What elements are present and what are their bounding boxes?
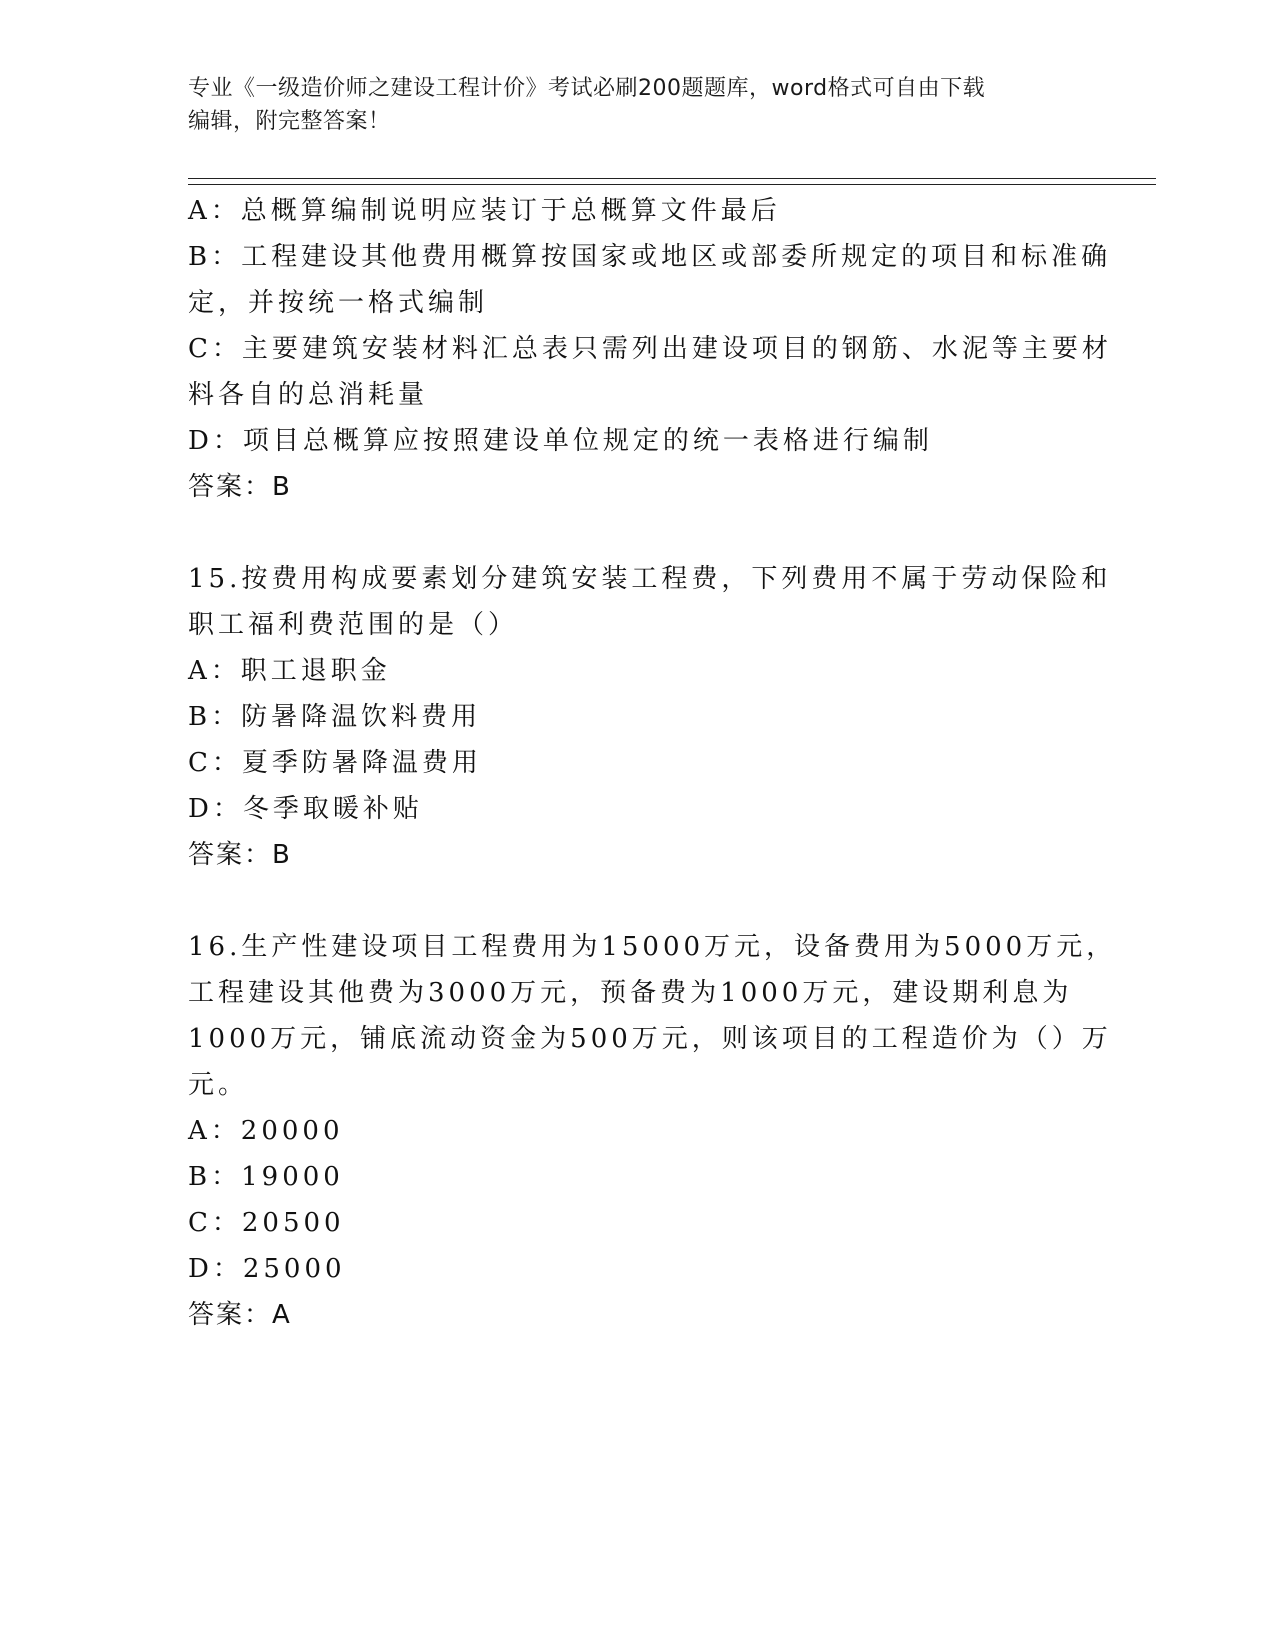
header-line-2: 编辑，附完整答案！ xyxy=(188,109,391,134)
q16-option-c: C：20500 xyxy=(188,1208,345,1238)
q16-stem-line-3: 1000万元，铺底流动资金为500万元，则该项目的工程造价为（）万 xyxy=(188,1024,1112,1054)
header-divider-bottom xyxy=(188,184,1156,185)
question-14-block xyxy=(188,188,1112,510)
header-line-1: 专业《一级造价师之建设工程计价》考试必刷200题题库，word格式可自由下载 xyxy=(188,76,986,101)
q14-option-a: A：总概算编制说明应装订于总概算文件最后 xyxy=(188,196,781,226)
q14-option-d: D：项目总概算应按照建设单位规定的统一表格进行编制 xyxy=(188,426,933,456)
q15-answer: 答案：B xyxy=(188,840,292,870)
q15-stem-line-1: 15.按费用构成要素划分建筑安装工程费，下列费用不属于劳动保险和 xyxy=(188,564,1112,594)
q16-stem-line-1: 16.生产性建设项目工程费用为15000万元，设备费用为5000万元， xyxy=(188,932,1117,962)
q14-option-c-line-1: C：主要建筑安装材料汇总表只需列出建设项目的钢筋、水泥等主要材 xyxy=(188,334,1112,364)
q14-option-b-line-1: B：工程建设其他费用概算按国家或地区或部委所规定的项目和标准确 xyxy=(188,242,1112,272)
q16-option-b: B：19000 xyxy=(188,1162,344,1192)
q16-stem-line-2: 工程建设其他费为3000万元，预备费为1000万元，建设期利息为 xyxy=(188,978,1073,1008)
header-divider-top xyxy=(188,178,1156,179)
question-content xyxy=(188,188,1117,1338)
q15-option-a: A：职工退职金 xyxy=(188,656,391,686)
spacer xyxy=(188,510,1078,556)
q16-option-a: A：20000 xyxy=(188,1116,344,1146)
document-header xyxy=(188,72,1068,138)
q14-option-b-line-2: 定，并按统一格式编制 xyxy=(188,288,489,318)
question-16-block xyxy=(188,924,1117,1338)
q16-option-d: D：25000 xyxy=(188,1254,346,1284)
q15-stem-line-2: 职工福利费范围的是（） xyxy=(188,610,519,640)
q16-stem-line-4: 元。 xyxy=(188,1070,249,1100)
q15-option-b: B：防暑降温饮料费用 xyxy=(188,702,482,732)
spacer xyxy=(188,878,1078,924)
q14-answer: 答案：B xyxy=(188,472,292,502)
q14-option-c-line-2: 料各自的总消耗量 xyxy=(188,380,429,410)
q15-option-c: C：夏季防暑降温费用 xyxy=(188,748,482,778)
q15-option-d: D：冬季取暖补贴 xyxy=(188,794,423,824)
q16-answer: 答案：A xyxy=(188,1300,292,1330)
question-15-block xyxy=(188,556,1112,878)
